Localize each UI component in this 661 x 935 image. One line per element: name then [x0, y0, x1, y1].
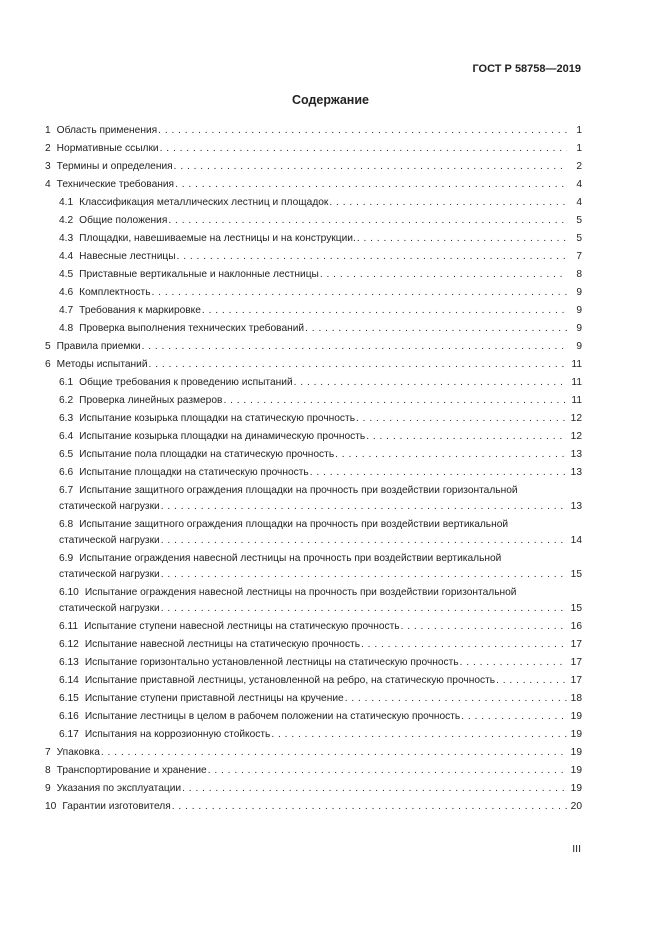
toc-entry-page: 4	[576, 179, 582, 190]
toc-entry-text: Испытание навесной лестницы на статическую прочность	[84, 639, 361, 650]
toc-entry-text: Область применения	[56, 125, 158, 136]
toc-entry-text: Общие положения	[79, 215, 168, 226]
dot-leader	[175, 177, 567, 193]
toc-entry-text: Испытание лестницы в целом в рабочем положении на статическую прочность	[84, 711, 461, 722]
dot-leader	[305, 321, 567, 337]
dot-leader	[335, 447, 567, 463]
toc-entry-page: 9	[576, 341, 582, 352]
toc-entry-page: 5	[576, 233, 582, 244]
dot-leader	[101, 745, 567, 761]
toc-entry[interactable]	[45, 762, 582, 780]
toc-entry-page: 11	[571, 395, 582, 406]
toc-entry-text: Технические требования	[56, 179, 175, 190]
toc-entry-number: 6.11	[59, 621, 79, 632]
toc-entry-number: 4.8	[59, 323, 74, 334]
toc-entry-number: 4.5	[59, 269, 74, 280]
toc-entry-text: Испытание ступени приставной лестницы на кручение	[84, 693, 344, 704]
toc-entry-text: Навесные лестницы	[79, 251, 176, 262]
toc-entry-number: 6.8	[59, 519, 74, 530]
toc-entry-text: Испытание козырька площадки на динамическую прочность	[79, 431, 366, 442]
toc-entry-page: 4	[576, 197, 582, 208]
toc-entry-number: 7	[45, 747, 51, 758]
toc-entry[interactable]	[45, 550, 582, 584]
toc-entry-number: 5	[45, 341, 51, 352]
toc-entry-number: 6.7	[59, 485, 74, 496]
toc-entry-number: 6.16	[59, 711, 79, 722]
toc-entry-number: 6	[45, 359, 51, 370]
toc-entry-number: 2	[45, 143, 51, 154]
toc-entry-number: 9	[45, 783, 51, 794]
toc-entry-number: 6.15	[59, 693, 79, 704]
dot-leader	[366, 429, 567, 445]
toc-entry-text: Нормативные ссылки	[56, 143, 159, 154]
toc-entry[interactable]	[45, 672, 582, 690]
toc-entry[interactable]	[45, 618, 582, 636]
toc-entry-text: Приставные вертикальные и наклонные лестницы	[79, 269, 319, 280]
toc-entry-page: 19	[570, 783, 582, 794]
toc-entry-text: Методы испытаний	[56, 359, 148, 370]
toc-entry-number: 1	[45, 125, 51, 136]
toc-entry[interactable]	[45, 176, 582, 194]
dot-leader	[174, 159, 567, 175]
dot-leader	[310, 465, 567, 481]
toc-entry[interactable]	[45, 302, 582, 320]
dot-leader	[161, 499, 567, 515]
toc-entry-page: 17	[570, 675, 582, 686]
toc-entry-number: 6.17	[59, 729, 79, 740]
toc-entry-page: 1	[576, 125, 582, 136]
toc-entry-text: Испытание пола площадки на статическую прочность	[79, 449, 335, 460]
toc-entry[interactable]	[45, 744, 582, 762]
toc-entry-text: Указания по эксплуатации	[56, 783, 182, 794]
toc-entry[interactable]	[45, 428, 582, 446]
dot-leader	[496, 673, 567, 689]
toc-entry-number: 6.1	[59, 377, 74, 388]
toc-entry[interactable]	[45, 248, 582, 266]
toc-entry-text: Испытания на коррозионную стойкость	[84, 729, 271, 740]
dot-leader	[161, 533, 567, 549]
toc-entry[interactable]	[45, 158, 582, 176]
toc-entry-text: Упаковка	[56, 747, 100, 758]
toc-entry-number: 8	[45, 765, 51, 776]
toc-entry-number: 4.4	[59, 251, 74, 262]
toc-entry-number: 6.4	[59, 431, 74, 442]
dot-leader	[208, 763, 567, 779]
toc-entry[interactable]	[45, 392, 582, 410]
toc-entry-number: 10	[45, 801, 57, 812]
toc-entry-text-continued: статической нагрузки	[59, 535, 160, 546]
dot-leader	[329, 195, 567, 211]
toc-entry[interactable]	[45, 584, 582, 618]
toc-entry[interactable]	[45, 194, 582, 212]
toc-entry-text-continued: статической нагрузки	[59, 603, 160, 614]
toc-entry-number: 4.3	[59, 233, 74, 244]
dot-leader	[152, 285, 568, 301]
toc-entry[interactable]	[45, 780, 582, 798]
toc-entry-page: 1	[576, 143, 582, 154]
toc-entry-text: Проверка линейных размеров	[79, 395, 223, 406]
toc-entry[interactable]	[45, 266, 582, 284]
toc-entry[interactable]	[45, 654, 582, 672]
toc-entry-text: Испытание защитного ограждения площадки на прочность при воздействии горизонтальной	[79, 485, 518, 496]
toc-entry-text: Испытание козырька площадки на статическую прочность	[79, 413, 355, 424]
toc-entry-text: Испытание защитного ограждения площадки на прочность при воздействии вертикальной	[79, 519, 509, 530]
dot-leader	[182, 781, 567, 797]
dot-leader	[202, 303, 567, 319]
table-of-contents	[45, 122, 582, 816]
toc-entry[interactable]	[45, 446, 582, 464]
toc-entry-number: 6.9	[59, 553, 74, 564]
toc-entry-page: 13	[570, 501, 582, 512]
toc-entry-text: Термины и определения	[56, 161, 173, 172]
toc-entry-text: Испытание ограждения навесной лестницы на прочность при воздействии вертикальной	[79, 553, 502, 564]
toc-entry-page: 11	[571, 359, 582, 370]
toc-entry-text: Испытание ступени навесной лестницы на статическую прочность	[84, 621, 400, 632]
toc-entry-page: 9	[576, 287, 582, 298]
toc-entry-number: 6.6	[59, 467, 74, 478]
toc-entry-number: 6.10	[59, 587, 79, 598]
toc-entry-text: Испытание горизонтально установленной лестницы на статическую прочность	[84, 657, 459, 668]
toc-entry-page: 7	[576, 251, 582, 262]
toc-entry[interactable]	[45, 284, 582, 302]
toc-entry-text: Испытание площадки на статическую прочность	[79, 467, 309, 478]
toc-entry-text: Комплектность	[79, 287, 151, 298]
toc-entry-page: 19	[570, 711, 582, 722]
toc-entry-number: 6.5	[59, 449, 74, 460]
toc-entry-page: 13	[570, 467, 582, 478]
toc-entry[interactable]	[45, 374, 582, 392]
toc-entry-page: 19	[570, 729, 582, 740]
toc-entry[interactable]	[45, 230, 582, 248]
toc-entry-number: 6.12	[59, 639, 79, 650]
page-number: III	[572, 843, 581, 855]
toc-entry-page: 5	[576, 215, 582, 226]
toc-entry[interactable]	[45, 798, 582, 816]
dot-leader	[160, 141, 567, 157]
toc-entry-page: 14	[570, 535, 582, 546]
toc-entry-number: 4.2	[59, 215, 74, 226]
toc-entry-text: Испытание приставной лестницы, установленной на ребро, на статическую прочность	[84, 675, 496, 686]
toc-entry-text: Классификация металлических лестниц и площадок	[79, 197, 329, 208]
toc-entry-text: Гарантии изготовителя	[62, 801, 171, 812]
toc-entry-page: 12	[570, 431, 582, 442]
dot-leader	[356, 411, 567, 427]
toc-entry-text: Проверка выполнения технических требований	[79, 323, 305, 334]
dot-leader	[172, 799, 567, 815]
toc-entry-number: 3	[45, 161, 51, 172]
dot-leader	[357, 231, 567, 247]
toc-entry[interactable]	[45, 482, 582, 516]
dot-leader	[177, 249, 567, 265]
toc-entry-page: 9	[576, 323, 582, 334]
toc-entry-page: 18	[570, 693, 582, 704]
toc-entry[interactable]	[45, 726, 582, 744]
toc-entry-text: Правила приемки	[56, 341, 141, 352]
toc-entry[interactable]	[45, 338, 582, 356]
toc-entry-text: Испытание ограждения навесной лестницы на прочность при воздействии горизонтальной	[84, 587, 517, 598]
dot-leader	[401, 619, 567, 635]
toc-entry-page: 13	[570, 449, 582, 460]
dot-leader	[361, 637, 567, 653]
toc-entry-text: Транспортирование и хранение	[56, 765, 207, 776]
toc-entry-text: Общие требования к проведению испытаний	[79, 377, 293, 388]
toc-entry-number: 4.1	[59, 197, 74, 208]
toc-entry-text: Требования к маркировке	[79, 305, 201, 316]
toc-entry[interactable]	[45, 212, 582, 230]
dot-leader	[345, 691, 567, 707]
toc-entry-page: 12	[570, 413, 582, 424]
toc-entry[interactable]	[45, 140, 582, 158]
toc-entry-number: 4.6	[59, 287, 74, 298]
toc-entry-page: 2	[576, 161, 582, 172]
toc-entry-text-continued: статической нагрузки	[59, 501, 160, 512]
toc-entry[interactable]	[45, 516, 582, 550]
dot-leader	[142, 339, 567, 355]
dot-leader	[320, 267, 567, 283]
dot-leader	[158, 123, 567, 139]
dot-leader	[168, 213, 567, 229]
toc-entry-page: 19	[570, 765, 582, 776]
page-title: Содержание	[291, 93, 369, 107]
dot-leader	[161, 601, 567, 617]
toc-entry-number: 4	[45, 179, 51, 190]
toc-entry[interactable]	[45, 636, 582, 654]
dot-leader	[460, 655, 567, 671]
toc-entry[interactable]	[45, 410, 582, 428]
toc-entry[interactable]	[45, 690, 582, 708]
toc-entry-page: 15	[570, 569, 582, 580]
toc-entry-page: 19	[570, 747, 582, 758]
toc-entry-page: 20	[570, 801, 582, 812]
dot-leader	[461, 709, 567, 725]
toc-entry[interactable]	[45, 320, 582, 338]
toc-entry-number: 4.7	[59, 305, 74, 316]
dot-leader	[161, 567, 567, 583]
toc-entry-number: 6.3	[59, 413, 74, 424]
toc-entry-text-continued: статической нагрузки	[59, 569, 160, 580]
toc-entry-page: 17	[570, 657, 582, 668]
toc-entry[interactable]	[45, 122, 582, 140]
toc-entry-page: 9	[576, 305, 582, 316]
toc-entry[interactable]	[45, 464, 582, 482]
toc-entry-page: 15	[570, 603, 582, 614]
dot-leader	[149, 357, 567, 373]
toc-entry-page: 11	[571, 377, 582, 388]
toc-entry[interactable]	[45, 708, 582, 726]
toc-entry-text: Площадки, навешиваемые на лестницы и на конструкции.	[79, 233, 356, 244]
toc-entry-page: 8	[576, 269, 582, 280]
toc-entry-page: 16	[570, 621, 582, 632]
document-code: ГОСТ Р 58758—2019	[472, 63, 581, 75]
dot-leader	[223, 393, 567, 409]
toc-entry-number: 6.13	[59, 657, 79, 668]
toc-entry-number: 6.14	[59, 675, 79, 686]
toc-entry-page: 17	[570, 639, 582, 650]
dot-leader	[271, 727, 567, 743]
toc-entry[interactable]	[45, 356, 582, 374]
toc-entry-number: 6.2	[59, 395, 74, 406]
dot-leader	[294, 375, 567, 391]
